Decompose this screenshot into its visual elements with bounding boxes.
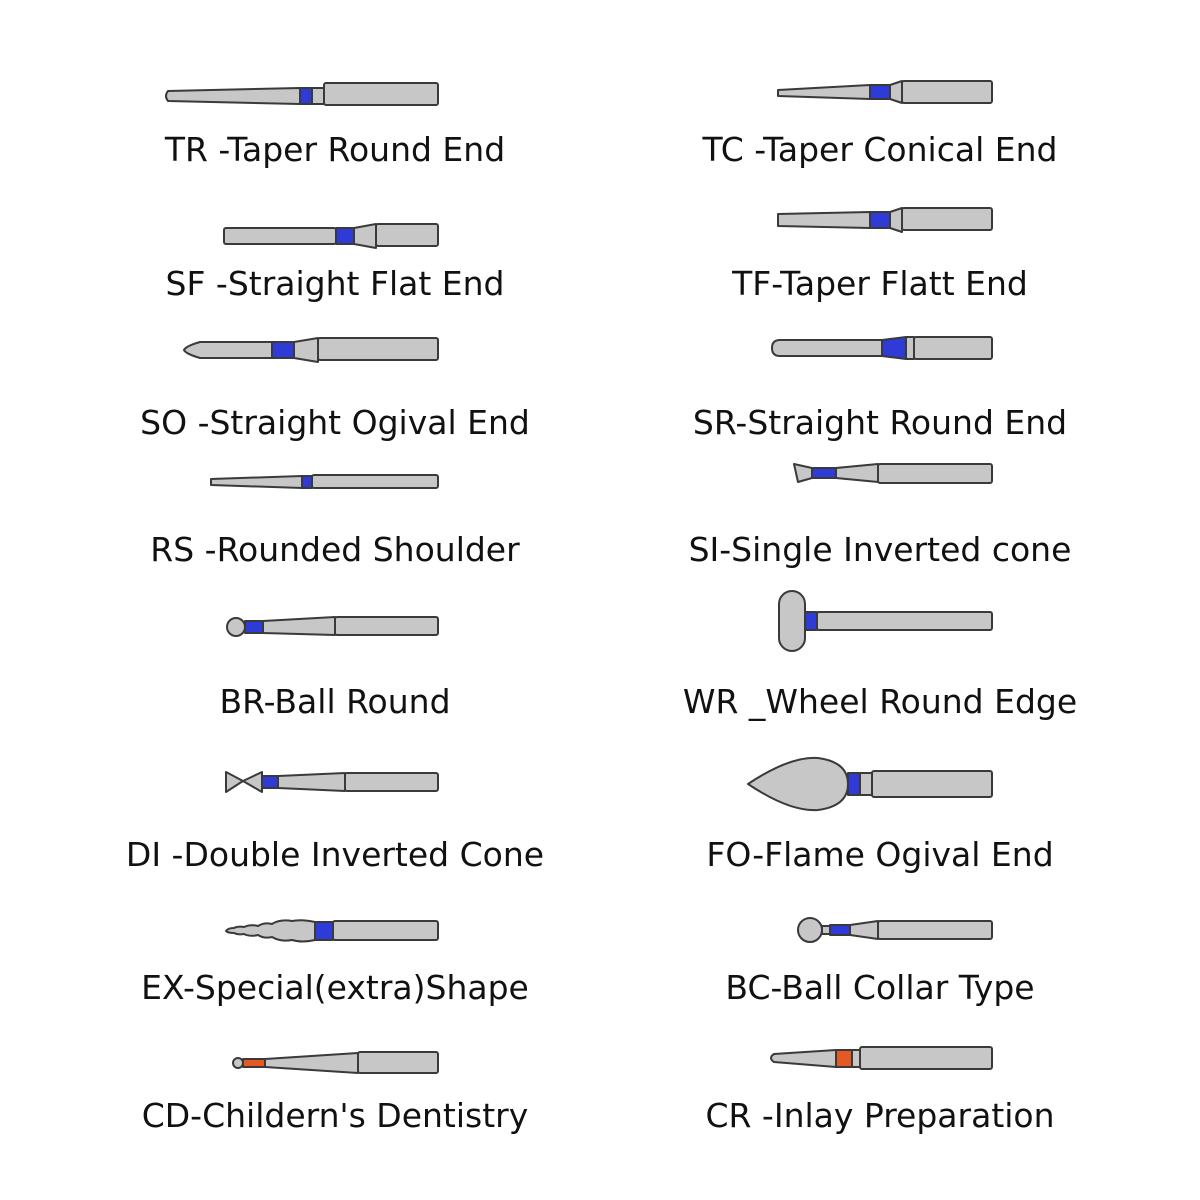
bc-bur-icon: [798, 918, 992, 942]
label-tc: TC -Taper Conical End: [702, 130, 1058, 169]
tf-bur-icon: [778, 208, 992, 232]
label-tr: TR -Taper Round End: [164, 130, 506, 169]
label-rs: RS -Rounded Shoulder: [150, 530, 520, 569]
tr-bur-icon: [166, 83, 438, 105]
di-bur-icon: [226, 772, 438, 792]
label-tf: TF-Taper Flatt End: [732, 264, 1028, 303]
cr-bur-icon: [771, 1047, 992, 1069]
label-so: SO -Straight Ogival End: [140, 403, 530, 442]
so-bur-icon: [184, 338, 438, 362]
label-bc: BC-Ball Collar Type: [725, 968, 1035, 1007]
tc-bur-icon: [778, 81, 992, 103]
rs-bur-icon: [211, 475, 438, 488]
label-sr: SR-Straight Round End: [692, 403, 1068, 442]
label-ex: EX-Special(extra)Shape: [141, 968, 529, 1007]
br-bur-icon: [227, 617, 438, 636]
sf-bur-icon: [224, 224, 438, 248]
label-di: DI -Double Inverted Cone: [125, 835, 545, 874]
label-wr: WR _Wheel Round Edge: [682, 682, 1078, 721]
label-br: BR-Ball Round: [219, 682, 451, 721]
sr-bur-icon: [772, 337, 992, 359]
wr-bur-icon: [779, 591, 992, 651]
fo-bur-icon: [748, 758, 992, 810]
label-cr: CR -Inlay Preparation: [705, 1096, 1055, 1135]
label-fo: FO-Flame Ogival End: [706, 835, 1054, 874]
ex-bur-icon: [226, 920, 438, 941]
cd-bur-icon: [233, 1052, 438, 1073]
label-cd: CD-Childern's Dentistry: [141, 1096, 529, 1135]
si-bur-icon: [794, 464, 992, 483]
label-si: SI-Single Inverted cone: [688, 530, 1072, 569]
label-sf: SF -Straight Flat End: [165, 264, 505, 303]
